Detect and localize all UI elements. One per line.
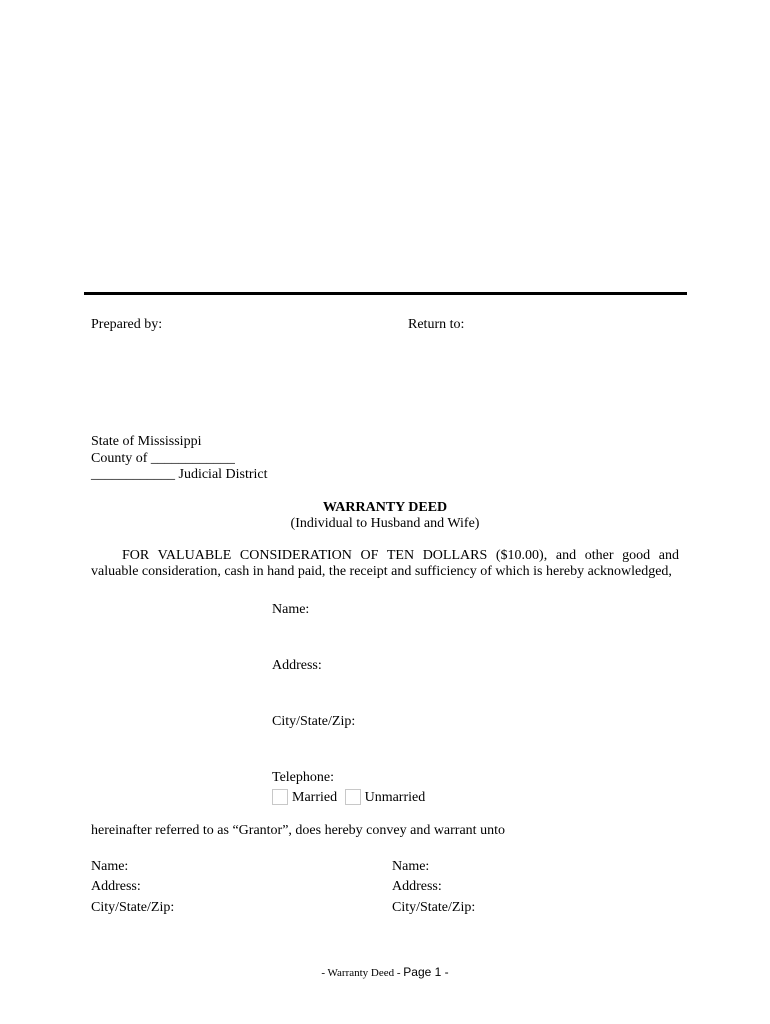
grantee-2-name-label: Name: [392, 859, 430, 874]
marital-status-options [272, 790, 425, 806]
page-footer [0, 965, 770, 980]
grantee-1-address-label: Address: [91, 879, 141, 894]
judicial-district-line: ____________ Judicial District [91, 467, 268, 482]
grantee-2-city-label: City/State/Zip: [392, 900, 476, 915]
consideration-line-2: valuable consideration, cash in hand paid, the receipt and sufficiency of which is hereby acknowledged, [91, 564, 672, 579]
grantee-1-name-label: Name: [91, 859, 129, 874]
county-line: County of ____________ [91, 451, 235, 466]
footer-page-label: Page 1 - [403, 965, 449, 979]
return-to-label: Return to: [408, 317, 465, 332]
grantor-city-label: City/State/Zip: [272, 714, 356, 729]
married-label: Married [292, 790, 338, 806]
unmarried-checkbox[interactable] [345, 789, 361, 805]
footer-document-label: - Warranty Deed - [321, 967, 401, 979]
grantor-name-label: Name: [272, 602, 310, 617]
consideration-line-1: FOR VALUABLE CONSIDERATION OF TEN DOLLARS ($10.00), and other good and [122, 548, 679, 563]
header-rule [84, 292, 687, 295]
grantee-1-city-label: City/State/Zip: [91, 900, 175, 915]
document-title: WARRANTY DEED [322, 500, 448, 515]
grantee-2-address-label: Address: [392, 879, 442, 894]
unmarried-label: Unmarried [364, 790, 426, 806]
consideration-paragraph [91, 548, 679, 580]
grantor-address-label: Address: [272, 658, 322, 673]
prepared-by-label: Prepared by: [91, 317, 163, 332]
document-subtitle: (Individual to Husband and Wife) [290, 516, 480, 531]
state-line: State of Mississippi [91, 434, 202, 449]
grantor-telephone-label: Telephone: [272, 770, 334, 785]
convey-text: hereinafter referred to as “Grantor”, does hereby convey and warrant unto [91, 823, 505, 838]
married-checkbox[interactable] [272, 789, 288, 805]
